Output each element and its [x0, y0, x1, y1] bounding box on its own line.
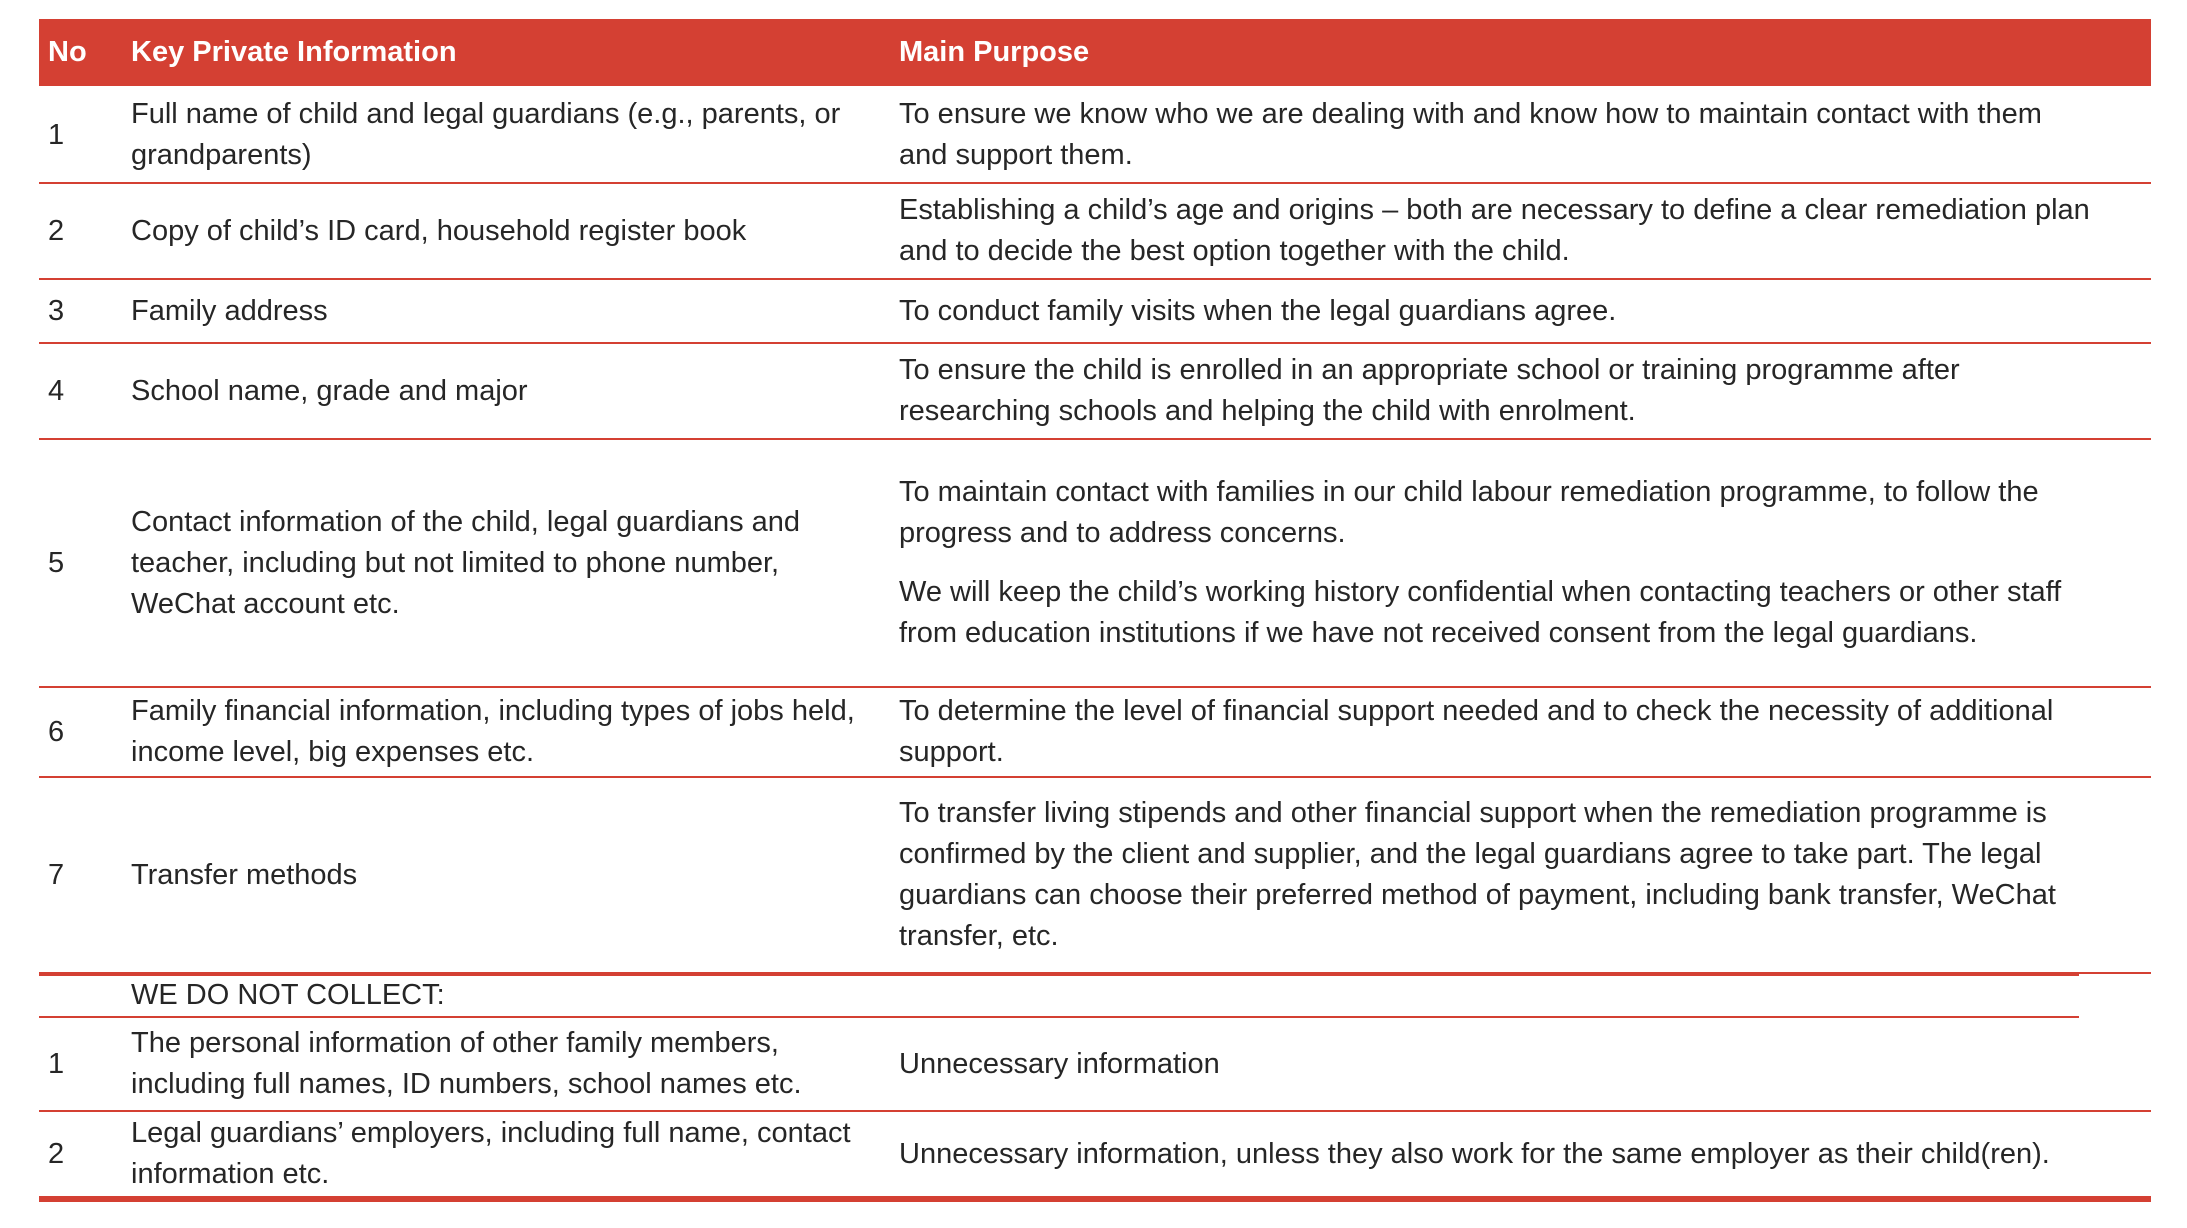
main-purpose: [899, 344, 2154, 438]
purpose-paragraph: [899, 1044, 2154, 1085]
row-number: 2: [48, 214, 65, 247]
row-divider: [39, 974, 2079, 976]
table-row: [0, 688, 2187, 776]
row-divider: [39, 1196, 2151, 1202]
purpose-line: To ensure we know who we are dealing with and know how to maintain contact with them: [899, 98, 2042, 130]
purpose-paragraph: [899, 291, 2154, 332]
header-no: No: [48, 36, 87, 68]
purpose-paragraph: [899, 472, 2154, 554]
key-information-line: income level, big expenses etc.: [131, 736, 534, 768]
key-information: [131, 1112, 891, 1196]
main-purpose: [899, 1018, 2154, 1110]
row-number: 2: [48, 1137, 65, 1170]
key-information-line: Transfer methods: [131, 858, 358, 891]
key-information-line: grandparents): [131, 139, 312, 171]
purpose-line: Unnecessary information: [899, 1047, 1220, 1080]
purpose-paragraph: [899, 793, 2154, 957]
key-information: [131, 1018, 891, 1110]
purpose-line: from education institutions if we have not received consent from the legal guardians.: [899, 617, 1978, 649]
row-number: 6: [48, 715, 65, 748]
purpose-line: and support them.: [899, 139, 1133, 171]
purpose-line: To maintain contact with families in our child labour remediation programme, to follow the: [899, 476, 2039, 508]
row-number: 1: [48, 118, 65, 151]
key-information-line: Contact information of the child, legal guardians and: [131, 505, 801, 538]
table-row: [0, 344, 2187, 438]
purpose-line: Unnecessary information, unless they also work for the same employer as their child(ren).: [899, 1137, 2050, 1170]
row-number: 5: [48, 546, 65, 579]
key-information-line: The personal information of other family members,: [131, 1027, 779, 1059]
not-collected-row: [0, 1018, 2187, 1110]
not-collected-row: [0, 1112, 2187, 1196]
key-information-line: Family address: [131, 294, 328, 327]
purpose-paragraph: [899, 350, 2154, 432]
table-row: [0, 88, 2187, 182]
table-row: [0, 440, 2187, 686]
row-number: 3: [48, 294, 65, 327]
purpose-line: and to decide the best option together with the child.: [899, 235, 1570, 267]
purpose-line: confirmed by the client and supplier, and the legal guardians agree to take part. The legal: [899, 838, 2042, 870]
purpose-line: Establishing a child’s age and origins – both are necessary to define a clear remediation plan: [899, 194, 2090, 226]
purpose-line: To ensure the child is enrolled in an appropriate school or training programme after: [899, 354, 1960, 386]
purpose-line: guardians can choose their preferred method of payment, including bank transfer, WeChat: [899, 879, 2056, 911]
header-key-information: Key Private Information: [131, 36, 457, 68]
table-row: [0, 778, 2187, 972]
main-purpose: [899, 88, 2154, 182]
key-information: [131, 280, 891, 342]
key-information: [131, 688, 891, 776]
purpose-line: We will keep the child’s working history confidential when contacting teachers or other staff: [899, 576, 2062, 608]
purpose-line: researching schools and helping the child with enrolment.: [899, 395, 1636, 427]
purpose-line: To determine the level of financial support needed and to check the necessity of additional: [899, 695, 2054, 727]
purpose-line: To transfer living stipends and other financial support when the remediation programme is: [899, 797, 2047, 829]
key-information: [131, 440, 891, 686]
row-number: 1: [48, 1047, 65, 1080]
purpose-paragraph: [899, 1134, 2154, 1175]
key-information-line: Legal guardians’ employers, including full name, contact: [131, 1117, 851, 1149]
main-purpose: [899, 688, 2154, 776]
key-information-line: teacher, including but not limited to phone number,: [131, 546, 780, 579]
main-purpose: [899, 778, 2154, 972]
purpose-line: support.: [899, 736, 1004, 768]
table-row: [0, 184, 2187, 278]
purpose-paragraph: [899, 190, 2154, 272]
purpose-paragraph: [899, 572, 2154, 654]
not-collected-heading: WE DO NOT COLLECT:: [131, 978, 445, 1011]
key-information-line: Full name of child and legal guardians (e.g., parents, or: [131, 98, 841, 130]
purpose-line: To conduct family visits when the legal guardians agree.: [899, 294, 1617, 327]
header-main-purpose: Main Purpose: [899, 36, 1090, 68]
key-information: [131, 778, 891, 972]
main-purpose: [899, 184, 2154, 278]
key-information-line: School name, grade and major: [131, 374, 528, 407]
purpose-line: transfer, etc.: [899, 920, 1059, 952]
main-purpose: [899, 1112, 2154, 1196]
purpose-paragraph: [899, 691, 2154, 773]
main-purpose: [899, 440, 2154, 686]
row-number: 4: [48, 374, 65, 407]
table-row: [0, 280, 2187, 342]
key-information: [131, 344, 891, 438]
row-number: 7: [48, 858, 65, 891]
key-information-line: WeChat account etc.: [131, 587, 400, 620]
purpose-paragraph: [899, 94, 2154, 176]
main-purpose: [899, 280, 2154, 342]
key-information: [131, 184, 891, 278]
purpose-line: progress and to address concerns.: [899, 517, 1346, 549]
key-information: [131, 88, 891, 182]
key-information-line: Copy of child’s ID card, household register book: [131, 214, 747, 247]
key-information-line: including full names, ID numbers, school names etc.: [131, 1068, 802, 1100]
key-information-line: Family financial information, including types of jobs held,: [131, 695, 855, 727]
key-information-line: information etc.: [131, 1158, 330, 1190]
table-header: [39, 19, 2151, 86]
